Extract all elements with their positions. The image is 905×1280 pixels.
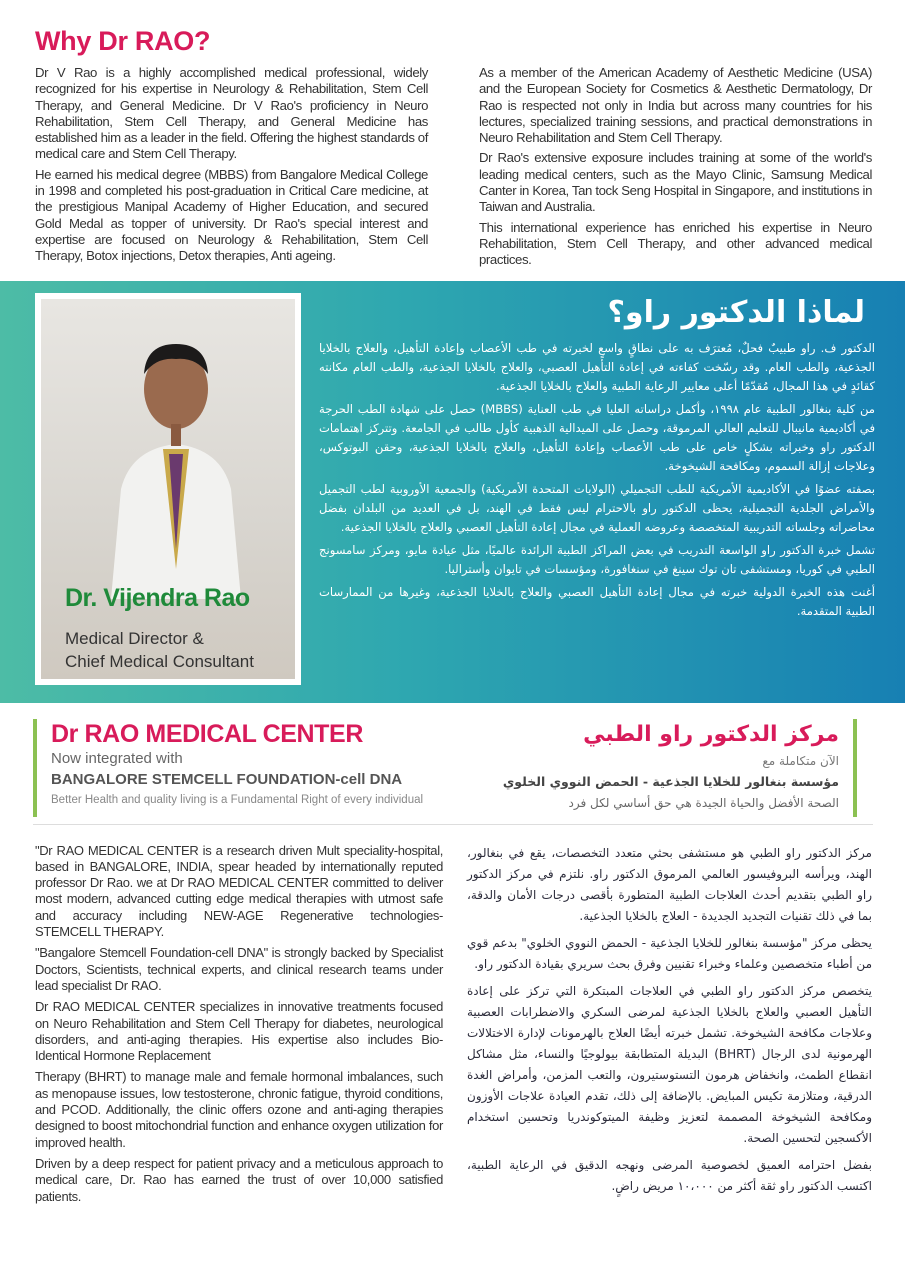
center-header-arabic: [503, 719, 857, 817]
center-subtitle-arabic: الآن متكاملة مع: [762, 753, 839, 768]
paragraph: أغنت هذه الخبرة الدولية خبرته في مجال إعادة التأهيل العصبي والعلاج بالخلايا الجذعية، وغيرها من الممارسات الطبية المتقدمة.: [319, 584, 875, 618]
doctor-photo-card: [35, 293, 301, 685]
paragraph: "Bangalore Stemcell Foundation-cell DNA" is strongly backed by Specialist Doctors, Scientists, technical experts, and clinical research teams under lead specialist Dr RAO.: [35, 945, 443, 993]
arabic-why-body: [319, 339, 875, 621]
doctor-photo: [41, 299, 295, 679]
paragraph: As a member of the American Academy of Aesthetic Medicine (USA) and the European Society for Cosmetics & Aesthetic Dermatology, Dr Rao is respected not only in India but across many countries for his lectures, specialized training sessions, and practical demonstrations in Neuro Rehabilitation and Stem Cell Therapy.: [479, 65, 872, 146]
doctor-role-line: Medical Director &: [65, 628, 204, 648]
why-title: Why Dr RAO?: [35, 26, 211, 56]
paragraph: تشمل خبرة الدكتور راو الواسعة التدريب في بعض المراكز الطبية الرائدة عالميًا، مثل عيادة مايو، ومركز سامسونج الطبي في كوريا، ومستشفى تان توك سينغ في سنغافورة، ومؤسسات في تايوان وأستراليا.: [319, 542, 875, 576]
doctor-role-line: Chief Medical Consultant: [65, 651, 254, 671]
center-tagline: Better Health and quality living is a Fundamental Right of every individual: [51, 793, 424, 806]
paragraph: الدكتور ف. راو طبيبٌ فحلٌ، مُعترَف به على نطاقٍ واسعٍ لخبرته في طب الأعصاب وإعادة التأهيل، والعلاج بالخلايا الجذعية، والطب العام. وقد رسّخت كفاءته في إعادة التأهيل العصبي، والعلاج بالخلايا الجذعية، والطب العام مكانته كقائدٍ في هذا المجال، مُقدّمًا أعلى معايير الرعاية الطبية والعلاج بالخلايا الجذعية.: [319, 340, 875, 393]
paragraph: يتخصص مركز الدكتور راو الطبي في العلاجات المبتكرة التي تركز على إعادة التأهيل العصبي والعلاج بالخلايا الجذعية لمرضى السكري والاضطرابات العصبية وعلاجات مكافحة الشيخوخة. تشمل خبرته أيضًا العلاج بالهرمونات لإدارة الاختلالات الهرمونية لدى الرجال (BHRT) البديلة المتطابقة بيولوجيًا والنساء، مثل مشاكل انقطاع الطمث، وانخفاض هرمون التستوستيرون، والتعب المزمن، وأمراض الغدة الدرقية، ومتلازمة تكيس المبايض. بالإضافة إلى ذلك، تقدم العيادة علاجات الأوزون ومكافحة الشيخوخة المصممة لتعزيز وظيفة الميتوكوندريا وتحسين استخدام الأكسجين لتحسين الصحة.: [467, 983, 872, 1145]
center-title-arabic: مركز الدكتور راو الطبي: [583, 721, 839, 747]
center-headers: [0, 703, 905, 817]
doctor-role: [65, 627, 254, 673]
center-title: Dr RAO MEDICAL CENTER: [51, 719, 363, 748]
doctor-silhouette-icon: [101, 319, 251, 599]
center-subtitle: Now integrated with: [51, 749, 183, 767]
center-header: [33, 719, 423, 817]
paragraph: Dr Rao's extensive exposure includes training at some of the world's leading medical centers, such as the Mayo Clinic, Samsung Medical Canter in Korea, Tan tock Seng Hospital in Singapore, and institutions in Taiwan and Australia.: [479, 150, 872, 215]
why-right-column: [479, 65, 872, 273]
center-foundation: BANGALORE STEMCELL FOUNDATION-cell DNA: [51, 770, 403, 788]
paragraph: من كلية بنغالور الطبية عام ١٩٩٨، وأكمل دراساته العليا في طب العناية (MBBS) حصل على شهادة الطب الحرجة في أكاديمية مانيبال للتعليم العالي المرموقة، وحصل على الميدالية الذهبية كأول طالب في الجامعة. وتتركز اهتمامات الدكتور راو وخبراته بشكلٍ خاص على طب الأعصاب وإعادة التأهيل، والعلاج بالخلايا الجذعية، وحقن البوتوكس، وعلاجات إزالة السموم، ومكافحة الشيخوخة.: [319, 401, 875, 473]
paragraph: بصفته عضوًا في الأكاديمية الأمريكية للطب التجميلي (الولايات المتحدة الأمريكية) والجمعية الأوروبية لطب التجميل والأمراض الجلدية التجميلية، يحظى الدكتور راو بالاحترام ليس فقط في الهند، بل في العديد من البلدان بفضل محاضراته وجلساته التدريبية المتخصصة وعروضه العملية في مجال إعادة التأهيل العصبي والعلاج بالخلايا الجذعية.: [319, 481, 875, 534]
arabic-banner: [0, 281, 905, 703]
arabic-why-title: لماذا الدكتور راو؟: [607, 294, 865, 330]
paragraph: مركز الدكتور راو الطبي هو مستشفى بحثي متعدد التخصصات، يقع في بنغالور، الهند، ويرأسه البروفيسور العالمي المرموق الدكتور راو. نلتزم في مركز الدكتور راو الطبي بتقديم أحدث العلاجات الطبية المتطورة بأقصى درجات الأمان والدقة، بما في ذلك تقنيات التجديد الجديدة - العلاج بالخلايا الجذعية.: [467, 845, 872, 923]
center-foundation-arabic: مؤسسة بنغالور للخلايا الجذعية - الحمض النووي الخلوي: [502, 773, 839, 789]
paragraph: يحظى مركز "مؤسسة بنغالور للخلايا الجذعية - الحمض النووي الخلوي" بدعم قوي من أطباء متخصصين وعلماء وخبراء تقنيين وفرق بحث سريري بقيادة الدكتور راو.: [467, 935, 872, 971]
paragraph: Therapy (BHRT) to manage male and female hormonal imbalances, such as menopause issues, low testosterone, chronic fatigue, thyroid conditions, and PCOD. Additionally, the clinic offers ozone and anti-aging therapies designed to boost mitochondrial function and enhance oxygen utilization for improved health.: [35, 1069, 443, 1150]
center-bodies: [0, 825, 905, 1230]
paragraph: He earned his medical degree (MBBS) from Bangalore Medical College in 1998 and completed his post-graduation in Critical Care medicine, at the prestigious Manipal Academy of Higher Education, and secured Gold Medal as topper of university. Dr Rao's special interest and expertise are focused on Neurology & Rehabilitation, Stem Cell Therapy, Botox injections, Detox therapies, Anti ageing.: [35, 166, 428, 264]
center-body-arabic: [467, 843, 872, 1210]
why-section: [0, 0, 905, 281]
center-tagline-arabic: الصحة الأفضل والحياة الجيدة هي حق أساسي لكل فرد: [568, 795, 839, 810]
paragraph: بفضل احترامه العميق لخصوصية المرضى ونهجه الدقيق في الرعاية الطبية، اكتسب الدكتور راو ثقة أكثر من ١٠،٠٠٠ مريض راضٍ.: [467, 1157, 872, 1193]
paragraph: "Dr RAO MEDICAL CENTER is a research driven Mult speciality-hospital, based in BANGALORE, INDIA, spear headed by internationally reputed professor Dr Rao. we at Dr RAO MEDICAL CENTER committed to deliver most modern, advanced cutting edge medical therapies with utmost safe and accuracy including NEW-AGE Regenerative technologies- STEMCELL THERAPY.: [35, 842, 443, 940]
paragraph: Dr RAO MEDICAL CENTER specializes in innovative treatments focused on Neuro Rehabilitation and Stem Cell Therapy for diabetes, neurological disorders, and anti-aging therapies. His expertise also includes Bio-Identical Hormone Replacement: [35, 999, 443, 1064]
center-body-english: [35, 843, 443, 1210]
paragraph: Driven by a deep respect for patient privacy and a meticulous approach to medical care, Dr. Rao has earned the trust of over 10,000 satisfied patients.: [35, 1155, 443, 1204]
paragraph: Dr V Rao is a highly accomplished medical professional, widely recognized for his expertise in Neurology & Rehabilitation, Stem Cell Therapy, and General Medicine. Dr V Rao's proficiency in Neuro Rehabilitation, Stem Cell Therapy, and General Medicine has established him as a leader in the field. Offering the highest standards of medical care and Stem Cell Therapy.: [35, 65, 428, 162]
arabic-why-content: [319, 293, 875, 625]
why-left-column: [35, 65, 428, 273]
doctor-name: Dr. Vijendra Rao: [65, 583, 250, 612]
paragraph: This international experience has enriched his expertise in Neuro Rehabilitation, Stem Cell Therapy, and other advanced medical practices.: [479, 219, 872, 268]
